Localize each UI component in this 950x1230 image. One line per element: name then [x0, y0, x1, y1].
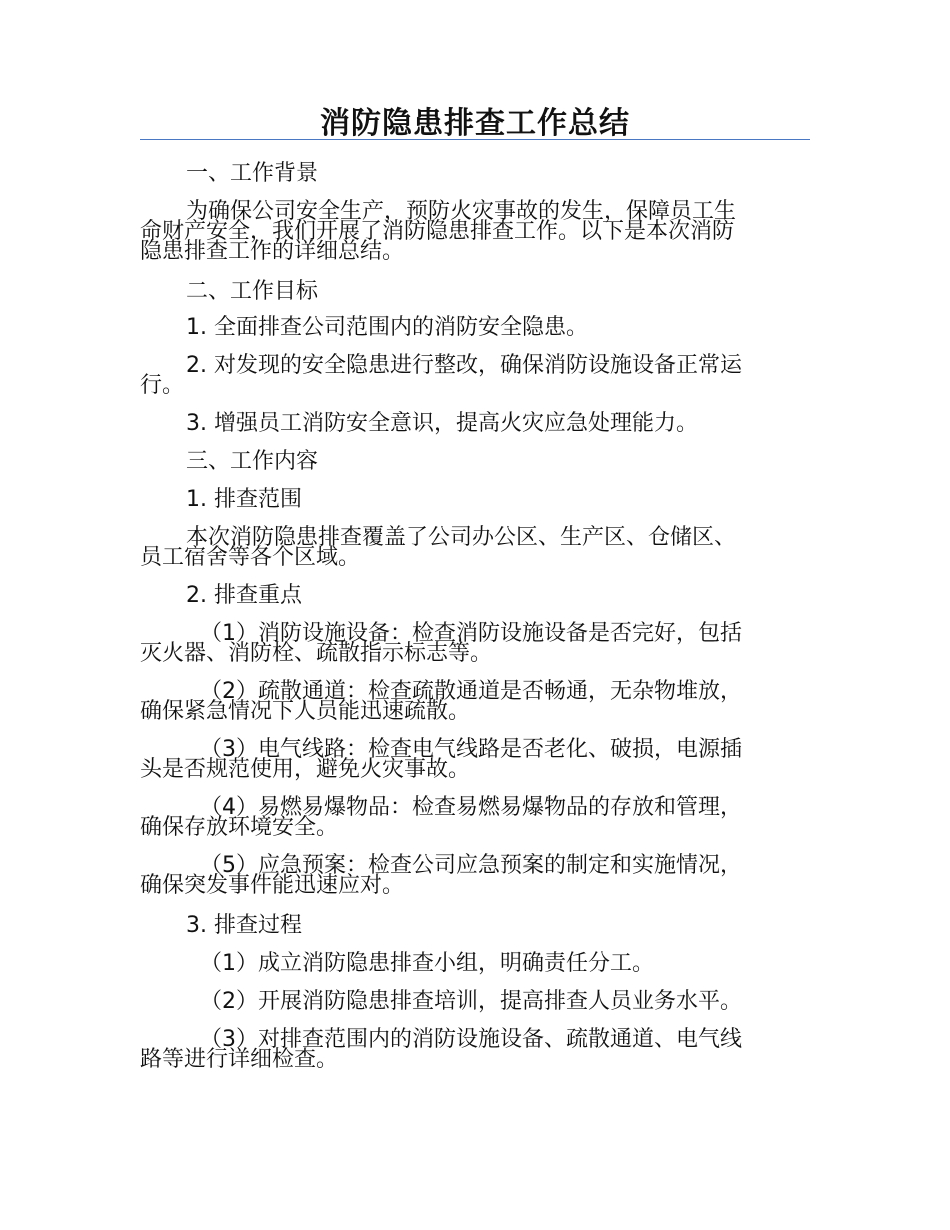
goal-item-1: 1. 全面排查公司范围内的消防安全隐患。	[186, 315, 588, 340]
goal-item-3: 3. 增强员工消防安全意识，提高火灾应急处理能力。	[186, 411, 698, 436]
paragraph-scope: 本次消防隐患排查覆盖了公司办公区、生产区、仓储区、 员工宿舍等各个区域。	[140, 525, 737, 570]
process-item-2: （2）开展消防隐患排查培训，提高排查人员业务水平。	[200, 989, 742, 1014]
focus-item-2: （2）疏散通道：检查疏散通道是否畅通，无杂物堆放， 确保紧急情况下人员能迅速疏散。	[140, 679, 742, 724]
section-heading-goals: 二、工作目标	[186, 279, 319, 304]
focus-item-4: （4）易燃易爆物品：检查易燃易爆物品的存放和管理， 确保存放环境安全。	[140, 795, 742, 840]
subheading-scope: 1. 排查范围	[186, 487, 302, 512]
section-heading-background: 一、工作背景	[186, 161, 319, 186]
subheading-focus: 2. 排查重点	[186, 583, 302, 608]
focus-item-5: （5）应急预案：检查公司应急预案的制定和实施情况， 确保突发事件能迅速应对。	[140, 853, 742, 898]
focus-item-1: （1）消防设施设备：检查消防设施设备是否完好，包括 灭火器、消防栓、疏散指示标志等。	[140, 621, 742, 666]
process-item-3: （3）对排查范围内的消防设施设备、疏散通道、电气线 路等进行详细检查。	[140, 1027, 742, 1072]
goal-item-2: 2. 对发现的安全隐患进行整改，确保消防设施设备正常运 行。	[140, 353, 742, 398]
document-title: 消防隐患排查工作总结	[320, 106, 630, 141]
section-heading-content: 三、工作内容	[186, 449, 319, 474]
focus-item-3: （3）电气线路：检查电气线路是否老化、破损，电源插 头是否规范使用，避免火灾事故。	[140, 737, 742, 782]
subheading-process: 3. 排查过程	[186, 913, 302, 938]
process-item-1: （1）成立消防隐患排查小组，明确责任分工。	[200, 951, 654, 976]
title-underline	[140, 139, 810, 140]
paragraph-background: 为确保公司安全生产，预防火灾事故的发生，保障员工生 命财产安全，我们开展了消防隐患排查工作。以下是本次消防 隐患排查工作的详细总结。	[140, 199, 737, 264]
